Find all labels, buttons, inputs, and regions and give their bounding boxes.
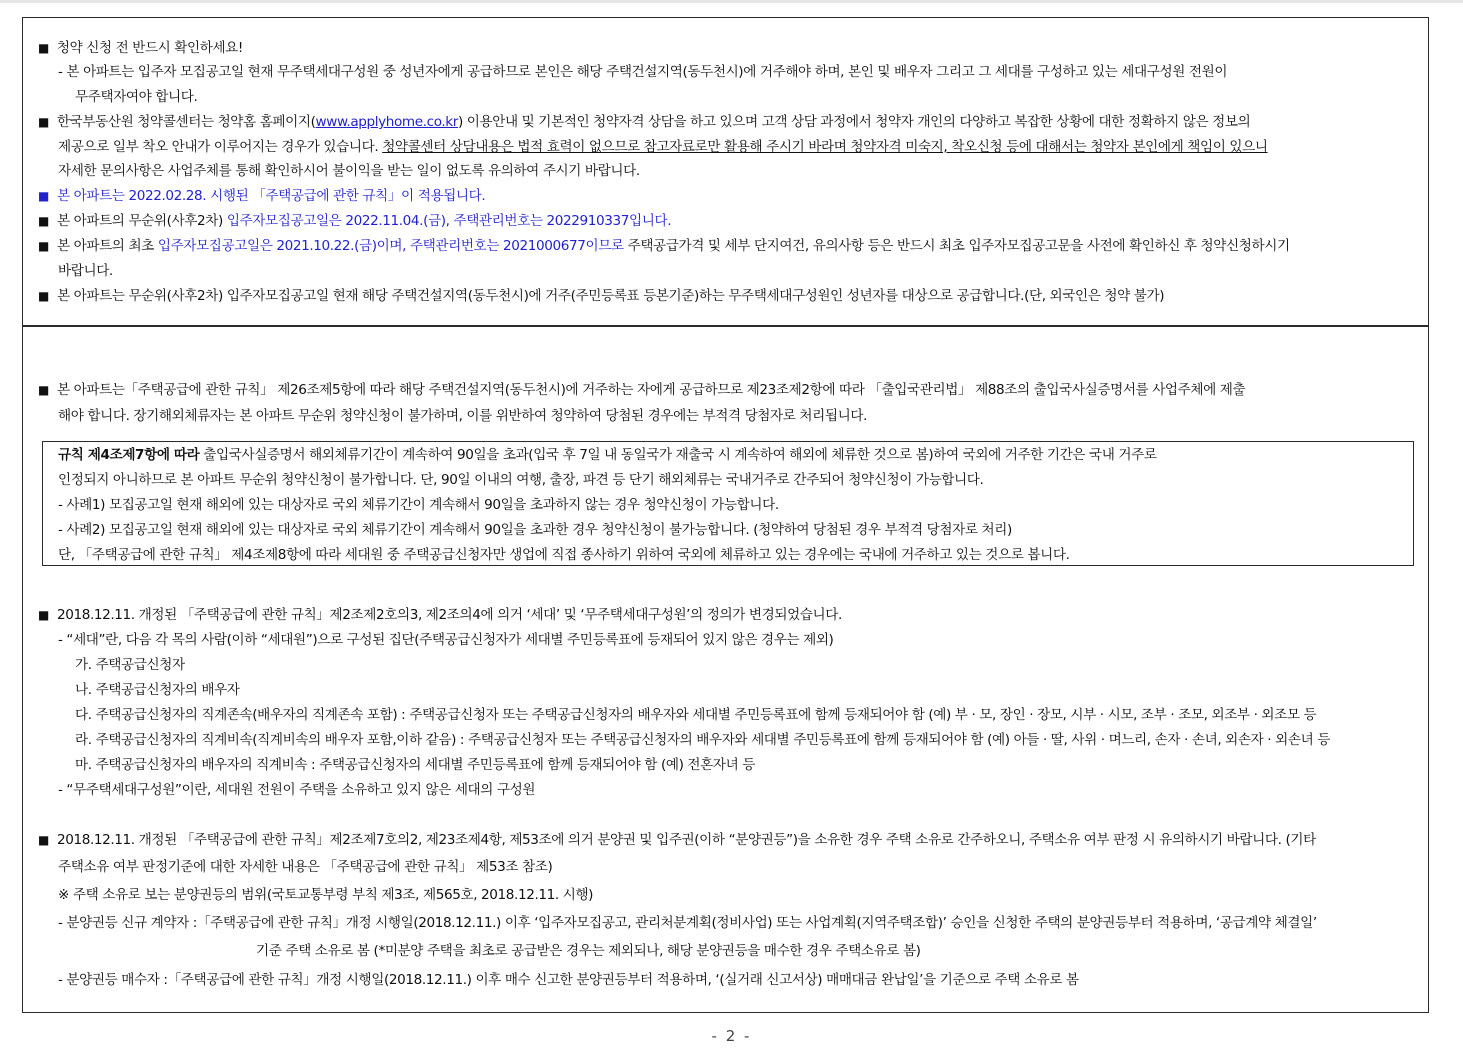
notice-item: ■ 본 아파트의 무순위(사후2차) 입주자모집공고일은 2022.11.04.(금), 주택관리번호는 2022910337입니다. [38,213,672,229]
bullet-square-icon: ■ [38,115,49,129]
bullet-square-icon: ■ [38,239,49,253]
notice-text: 바랍니다. [58,263,113,279]
bullet-square-icon: ■ [38,289,49,303]
box-text: 규칙 제4조제7항에 따라 출입국사실증명서 해외체류기간이 계속하여 90일을 초과(입국 후 7일 내 동일국가 재출국 시 계속하여 해외에 체류한 것으로 봄)하여 국외에 거주한 기간은 국내 거주로 [58,447,1157,463]
box-text: 인정되지 아니하므로 본 아파트 무순위 청약신청이 불가합니다. 단, 90일 이내의 여행, 출장, 파견 등 단기 해외체류는 국내거주로 간주되어 청약신청이 가능합니다. [58,472,984,488]
bullet-square-icon: ■ [38,41,49,55]
bullet-square-icon: ■ [38,608,49,622]
definition-item: 가. 주택공급신청자 [75,657,185,673]
definition-item: 라. 주택공급신청자의 직계비속(직계비속의 배우자 포함,이하 같음) : 주택공급신청자 또는 주택공급신청자의 배우자와 세대별 주민등록표에 함께 등재되어야 함 (예) 아들 · 딸, 사위 · 며느리, 손자 · 손녀, 외손자 · 외손녀 등 [75,732,1330,748]
box-text: - 사례2) 모집공고일 현재 해외에 있는 대상자로 국외 체류기간이 계속해서 90일을 초과한 경우 청약신청이 불가능합니다. (청약하여 당첨된 경우 부적격 당첨자로 처리) [58,522,1012,538]
box-text: 단, 「주택공급에 관한 규칙」 제4조제8항에 따라 세대원 중 주택공급신청자만 생업에 직접 종사하기 위하여 국외에 체류하고 있는 경우에는 국내에 거주하고 있는 것으로 봅니다. [58,547,1070,563]
notice-text: - 본 아파트는 입주자 모집공고일 현재 무주택세대구성원 중 성년자에게 공급하므로 본인은 해당 주택건설지역(동두천시)에 거주해야 하며, 본인 및 배우자 그리고 그 세대를 구성하고 있는 세대구성원 전원이 [58,64,1228,80]
notice-item: ■ 본 아파트는 2022.02.28. 시행된 「주택공급에 관한 규칙」이 적용됩니다. [38,188,486,204]
bullet-square-icon: ■ [38,383,49,397]
bullet-square-icon: ■ [38,189,49,203]
definition-text: - “세대”란, 다음 각 목의 사람(이하 “세대원”)으로 구성된 집단(주택공급신청자가 세대별 주민등록표에 등재되어 있지 않은 경우는 제외) [58,632,834,648]
bullet-square-icon: ■ [38,833,49,847]
notice-item: ■ 본 아파트는 무순위(사후2차) 입주자모집공고일 현재 해당 주택건설지역(동두천시)에 거주(주민등록표 등본기준)하는 무주택세대구성원인 성년자를 대상으로 공급합니다.(단, 외국인은 청약 불가) [38,288,1165,304]
definition-item: 다. 주택공급신청자의 직계존속(배우자의 직계존속 포함) : 주택공급신청자 또는 주택공급신청자의 배우자와 세대별 주민등록표에 함께 등재되어야 함 (예) 부 · 모, 장인 · 장모, 시부 · 시모, 조부 · 조모, 외조부 · 외조모 등 [75,707,1317,723]
notice-text: 주택소유 여부 판정기준에 대한 자세한 내용은 「주택공급에 관한 규칙」 제53조 참조) [58,859,553,875]
notice-item: ■ 한국부동산원 청약콜센터는 청약홈 홈페이지(www.applyhome.co.kr) 이용안내 및 기본적인 청약자격 상담을 하고 있으며 고객 상담 과정에서 청약자 개인의 다양하고 복잡한 상황에 대한 정확하지 않은 정보의 [38,114,1251,130]
section-divider [22,325,1429,327]
notice-text: 무주택자여야 합니다. [75,89,198,105]
rule-text: - 분양권등 매수자 :「주택공급에 관한 규칙」개정 시행일(2018.12.11.) 이후 매수 신고한 분양권등부터 적용하며, ‘(실거래 신고서상) 매매대금 완납일’을 기준으로 주택 소유로 봄 [58,972,1079,988]
notice-item: ■ 본 아파트는「주택공급에 관한 규칙」 제26조제5항에 따라 해당 주택건설지역(동두천시)에 거주하는 자에게 공급하므로 제23조제2항에 따라 「출입국관리법」 제88조의 출입국사실증명서를 사업주체에 제출 [38,382,1246,398]
notice-item: ■ 2018.12.11. 개정된 「주택공급에 관한 규칙」제2조제7호의2, 제23조제4항, 제53조에 의거 분양권 및 입주권(이하 “분양권등”)을 소유한 경우 주택 소유로 간주하오니, 주택소유 여부 판정 시 유의하시기 바랍니다. (기타 [38,832,1316,848]
notice-text: 자세한 문의사항은 사업주체를 통해 확인하시어 불이익을 받는 일이 없도록 유의하여 주시기 바랍니다. [58,163,640,179]
rule-text: 기준 주택 소유로 봄 (*미분양 주택을 최초로 공급받은 경우는 제외되나, 해당 분양권등을 매수한 경우 주택소유로 봄) [256,943,921,959]
top-edge [0,0,1463,3]
notice-item: ■ 2018.12.11. 개정된 「주택공급에 관한 규칙」제2조제2호의3, 제2조의4에 의거 ‘세대’ 및 ‘무주택세대구성원’의 정의가 변경되었습니다. [38,607,842,623]
page-number: - 2 - [711,1027,752,1045]
note-text: ※ 주택 소유로 보는 분양권등의 범위(국토교통부령 부칙 제3조, 제565호, 2018.12.11. 시행) [58,887,594,903]
notice-text: 제공으로 일부 착오 안내가 이루어지는 경우가 있습니다. 청약콜센터 상담내용은 법적 효력이 없으므로 참고자료로만 활용해 주시기 바라며 청약자격 미숙지, 착오신청 등에 대해서는 청약자 본인에게 책임이 있으니 [58,139,1268,155]
definition-item: 나. 주택공급신청자의 배우자 [75,682,240,698]
rule-text: - 분양권등 신규 계약자 :「주택공급에 관한 규칙」개정 시행일(2018.12.11.) 이후 ‘입주자모집공고, 관리처분계획(정비사업) 또는 사업계획(지역주택조합)’ 승인을 신청한 주택의 분양권등부터 적용하며, ‘공급계약 체결일’ [58,915,1317,931]
applyhome-link[interactable]: www.applyhome.co.kr [315,114,458,130]
notice-item: ■ 본 아파트의 최초 입주자모집공고일은 2021.10.22.(금)이며, 주택관리번호는 2021000677이므로 주택공급가격 및 세부 단지여건, 유의사항 등은 반드시 최초 입주자모집공고문을 사전에 확인하신 후 청약신청하시기 [38,238,1290,254]
box-text: - 사례1) 모집공고일 현재 해외에 있는 대상자로 국외 체류기간이 계속해서 90일을 초과하지 않는 경우 청약신청이 가능합니다. [58,497,779,513]
definition-item: 마. 주택공급신청자의 배우자의 직계비속 : 주택공급신청자의 세대별 주민등록표에 함께 등재되어야 함 (예) 전혼자녀 등 [75,757,755,773]
notice-text: 해야 합니다. 장기해외체류자는 본 아파트 무순위 청약신청이 불가하며, 이를 위반하여 청약하여 당첨된 경우에는 부적격 당첨자로 처리됩니다. [58,408,868,424]
bullet-square-icon: ■ [38,214,49,228]
definition-text: - “무주택세대구성원”이란, 세대원 전원이 주택을 소유하고 있지 않은 세대의 구성원 [58,782,536,798]
notice-item: ■ 청약 신청 전 반드시 확인하세요! [38,40,243,56]
